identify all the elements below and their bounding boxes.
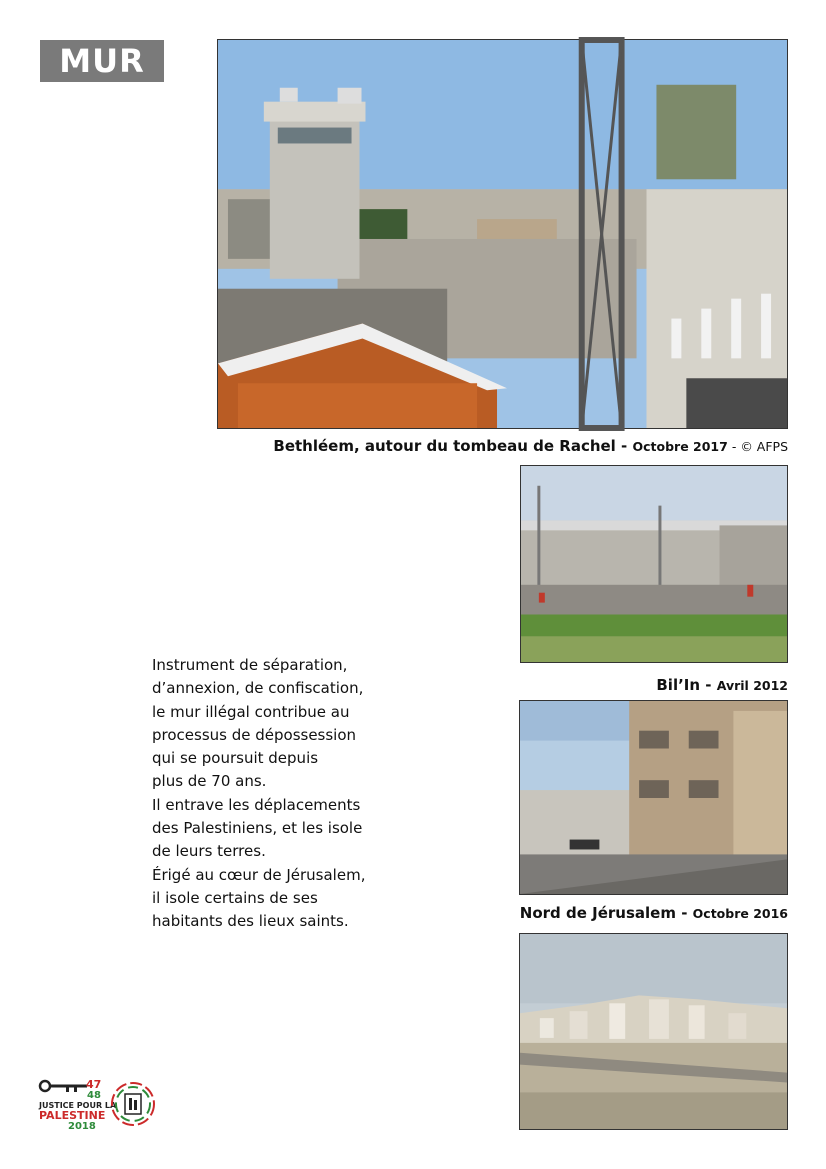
- key-icon: [40, 1081, 50, 1091]
- body-line: Érigé au cœur de Jérusalem,: [152, 865, 366, 884]
- body-line: d’annexion, de confiscation,: [152, 679, 364, 698]
- logo-line1: JUSTICE POUR LA: [39, 1101, 117, 1110]
- logo-line2: PALESTINE: [39, 1109, 106, 1122]
- caption-credit-separator: -: [727, 439, 741, 454]
- caption-credit: © AFPS: [740, 439, 788, 454]
- body-text: [152, 654, 392, 934]
- body-line: habitants des lieux saints.: [152, 912, 349, 931]
- caption-bethlehem: [273, 436, 788, 455]
- logo-number-top: 47: [86, 1078, 102, 1091]
- caption-date: Octobre 2016: [692, 906, 788, 921]
- photo-jerusalem-north: [519, 700, 788, 895]
- body-line: Instrument de séparation,: [152, 656, 348, 674]
- caption-separator: -: [615, 437, 633, 455]
- body-line: Il entrave les déplacements: [152, 795, 361, 814]
- body-line: plus de 70 ans.: [152, 772, 267, 791]
- campaign-logo: [38, 1078, 117, 1132]
- caption-title: Bil’In: [656, 676, 701, 694]
- logo-number-mid: 48: [87, 1090, 101, 1101]
- photo-panorama: [519, 933, 788, 1130]
- caption-separator: -: [675, 904, 693, 922]
- caption-date: Avril 2012: [716, 678, 788, 693]
- caption-title: Nord de Jérusalem: [519, 904, 676, 922]
- section-label-box: [40, 40, 164, 82]
- body-line: il isole certains de ses: [152, 888, 318, 907]
- body-line: de leurs terres.: [152, 842, 266, 861]
- photo-bethlehem: [217, 39, 788, 429]
- association-logo: [108, 1078, 158, 1130]
- body-line: des Palestiniens, et les isole: [152, 819, 363, 838]
- caption-title: Bethléem, autour du tombeau de Rachel: [273, 437, 616, 455]
- photo-bilin: [520, 465, 788, 663]
- caption-date: Octobre 2017: [632, 439, 728, 454]
- section-label: MUR: [59, 42, 145, 80]
- body-line: le mur illégal contribue au: [152, 702, 350, 721]
- caption-separator: -: [700, 676, 717, 694]
- logo-year: 2018: [68, 1121, 96, 1132]
- caption-bilin: [656, 675, 788, 694]
- caption-jerusalem-north: [520, 903, 788, 922]
- body-line: processus de dépossession: [152, 725, 357, 744]
- body-line: qui se poursuit depuis: [152, 749, 319, 768]
